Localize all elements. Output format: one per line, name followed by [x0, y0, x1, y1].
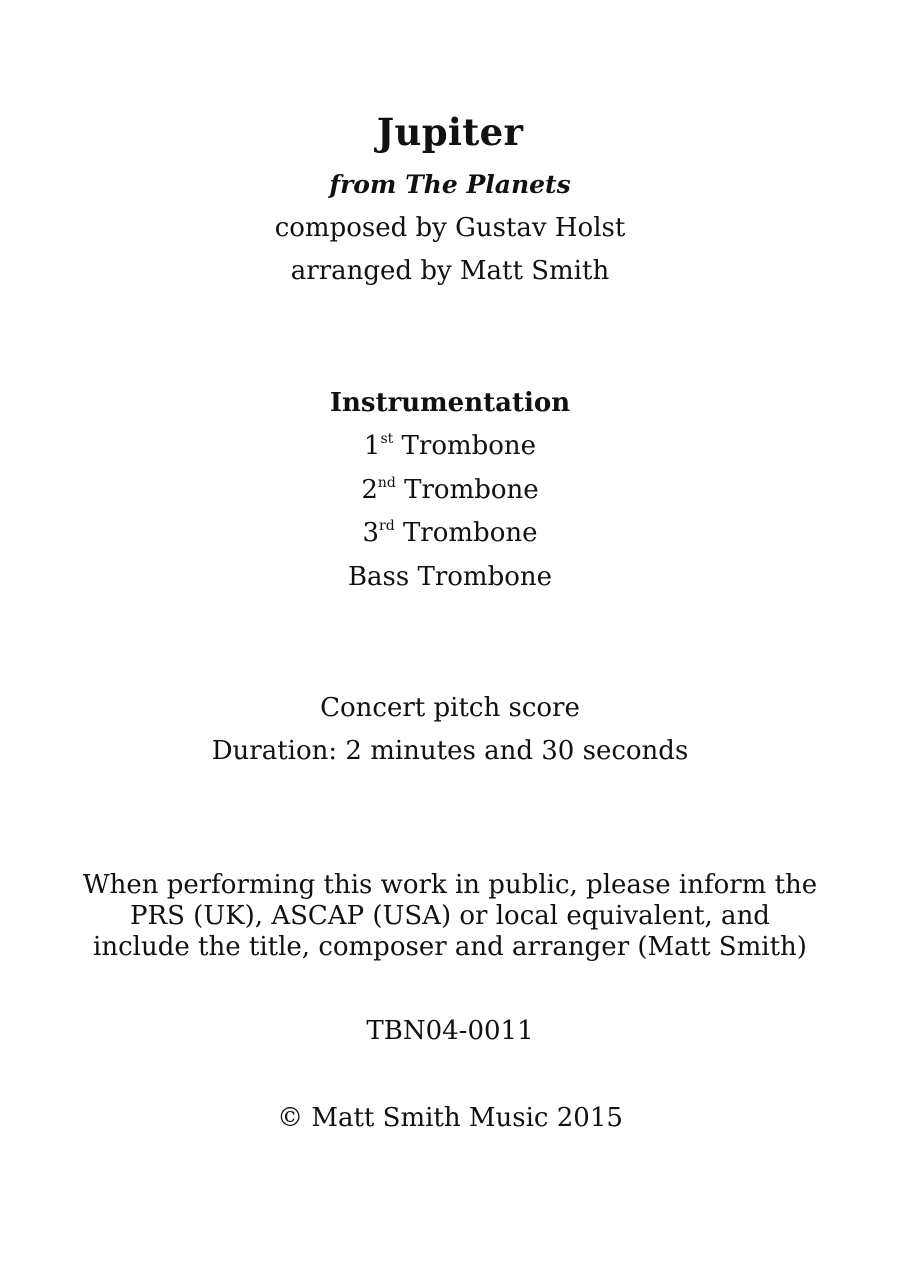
- notice-line: When performing this work in public, please inform the: [82, 870, 818, 900]
- instrument-name: Trombone: [393, 431, 537, 461]
- instrument-name: Bass Trombone: [347, 562, 553, 592]
- copyright-notice: © Matt Smith Music 2015: [277, 1103, 623, 1133]
- score-duration: Duration: 2 minutes and 30 seconds: [211, 736, 689, 766]
- instrumentation-heading: Instrumentation: [329, 388, 571, 418]
- piece-title: Jupiter: [376, 110, 524, 154]
- instrument-item: [0, 433, 900, 459]
- performance-notice: [0, 870, 900, 963]
- score-pitch: Concert pitch score: [320, 693, 580, 723]
- instrument-name: Trombone: [395, 475, 539, 505]
- instrument-name: Trombone: [394, 518, 538, 548]
- instrument-number: 1: [363, 431, 381, 461]
- instrument-ordinal-suffix: st: [380, 431, 394, 447]
- instrument-item: [0, 520, 900, 546]
- catalog-number: TBN04-0011: [366, 1016, 534, 1046]
- notice-line: include the title, composer and arranger (Matt Smith): [93, 932, 807, 962]
- instrument-item: [0, 564, 900, 590]
- instrument-ordinal-suffix: nd: [377, 475, 396, 491]
- arranger-credit: arranged by Matt Smith: [290, 256, 610, 286]
- instrument-number: 2: [361, 475, 378, 505]
- piece-subtitle: from The Planets: [329, 170, 571, 199]
- notice-line: PRS (UK), ASCAP (USA) or local equivalent, and: [130, 901, 770, 931]
- instrument-ordinal-suffix: rd: [379, 518, 395, 534]
- composer-credit: composed by Gustav Holst: [274, 213, 626, 243]
- instrument-number: 3: [362, 518, 380, 548]
- instrument-item: [0, 477, 900, 503]
